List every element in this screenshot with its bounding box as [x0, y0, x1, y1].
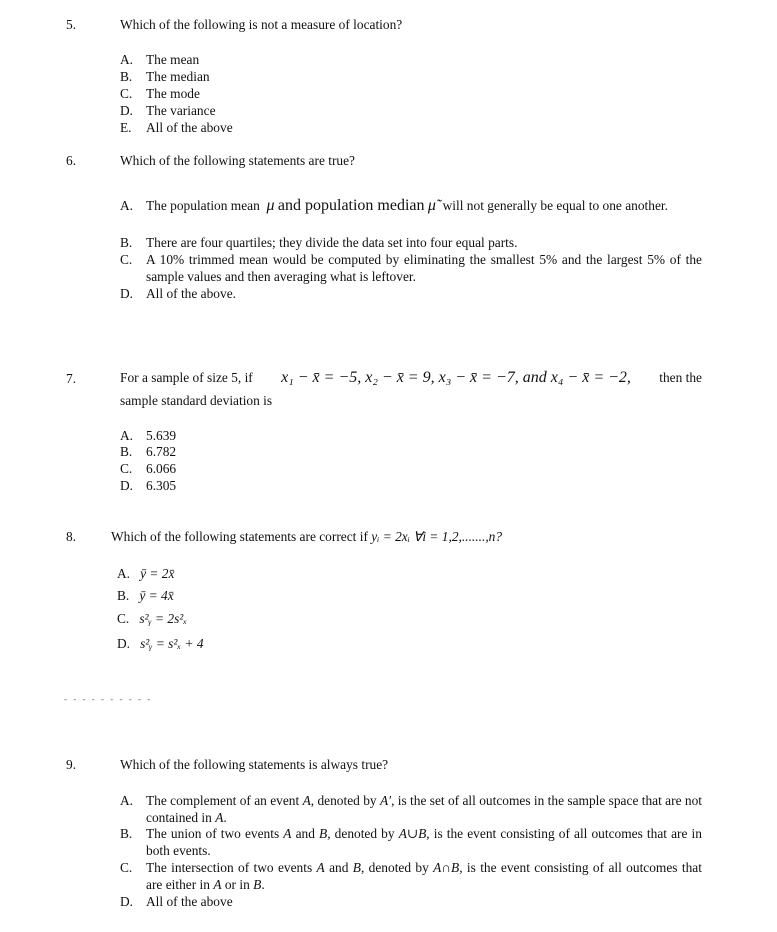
option-letter: D.: [117, 636, 131, 651]
option-letter: D.: [120, 286, 134, 301]
q9-b-text-2: , denoted by: [327, 826, 395, 841]
option-text: There are four quartiles; they divide the data set into four equal parts.: [146, 235, 518, 250]
event-a: A: [316, 860, 325, 875]
mu-tilde-symbol: μ̃: [427, 197, 436, 214]
q9-option-c: C. The intersection of two events A and B, denoted by A∩B, is the event consisting of all outcomes that are either in A or in B.: [120, 860, 702, 892]
option-letter: B.: [120, 444, 133, 459]
q9-c-text-1: The intersection of two events: [146, 860, 313, 875]
q5-option-b: [120, 68, 702, 85]
q8-option-b: [117, 588, 174, 604]
option-letter: B.: [120, 826, 133, 841]
q7-stem-math: x₁ − x̄ = −5, x₂ − x̄ = 9, x₃ − x̄ = −7, and x₄ − x̄ = −2,: [281, 369, 631, 386]
q9-stem: Which of the following statements is always true?: [120, 757, 389, 772]
option-letter: E.: [120, 120, 132, 135]
q7-stem-line2: sample standard deviation is: [120, 393, 273, 408]
option-letter: C.: [120, 860, 133, 875]
option-text: All of the above.: [146, 286, 236, 301]
option-letter: D.: [120, 103, 134, 118]
option-letter: A.: [117, 566, 131, 581]
complement-symbol: A′: [379, 793, 392, 808]
q7-option-c: [120, 460, 702, 477]
option-letter: B.: [120, 69, 133, 84]
q5-stem: Which of the following is not a measure of location?: [120, 17, 403, 32]
q6-option-c: [120, 251, 702, 285]
q6-a-text-2: and population median: [277, 197, 425, 214]
option-formula: s²ᵧ = 2s²ₓ: [139, 611, 188, 626]
option-letter: A.: [120, 793, 134, 808]
option-letter: C.: [117, 611, 130, 626]
q6-a-text-1: The population mean: [146, 198, 260, 213]
event-b: B: [319, 826, 328, 841]
q9-number: 9.: [66, 757, 77, 772]
option-letter: A.: [120, 198, 134, 213]
mu-symbol: μ: [266, 197, 275, 214]
option-formula: ȳ = 2x̄: [140, 566, 175, 581]
option-text: 6.305: [146, 478, 177, 493]
event-a: A: [215, 810, 224, 825]
q7-stem-text-2: then the: [659, 370, 702, 385]
q5-option-d: [120, 102, 702, 119]
q6-stem: Which of the following statements are true?: [120, 153, 355, 168]
q7-stem-text-1: For a sample of size 5, if: [120, 370, 253, 385]
option-letter: B.: [117, 588, 130, 603]
option-text: The mode: [146, 86, 200, 101]
q9-a-text-2: , denoted by: [310, 793, 377, 808]
q5-option-c: [120, 85, 702, 102]
event-a: A: [283, 826, 292, 841]
option-text: 6.782: [146, 444, 177, 459]
event-b: B: [253, 877, 262, 892]
option-formula: ȳ = 4x̄: [139, 588, 174, 603]
q8-stem-text: Which of the following statements are correct if: [111, 529, 368, 544]
q9-b-and: and: [295, 826, 315, 841]
option-text: The mean: [146, 52, 200, 67]
q7-option-a: [120, 427, 702, 444]
q7-number: 7.: [66, 371, 77, 386]
q6-number: 6.: [66, 153, 77, 168]
option-letter: A.: [120, 52, 134, 67]
option-text: All of the above: [146, 894, 233, 909]
option-letter: C.: [120, 86, 133, 101]
q6-option-a: [120, 196, 702, 216]
option-letter: C.: [120, 252, 133, 267]
q7-stem-line1: [120, 367, 702, 389]
q8-option-c: [117, 611, 187, 627]
q6-option-d: [120, 285, 702, 302]
q9-c-text-3: , is the event consisting of all outcomes that are either in: [146, 860, 702, 892]
q9-option-b: [120, 825, 702, 859]
q6-option-b: [120, 234, 702, 251]
option-text: 6.066: [146, 461, 177, 476]
q9-c-text-2: , denoted by: [360, 860, 429, 875]
intersection-symbol: A∩B: [433, 860, 460, 875]
q8-stem-math: yᵢ = 2xᵢ ∀i = 1,2,.......,n?: [371, 529, 503, 544]
option-letter: B.: [120, 235, 133, 250]
option-letter: A.: [120, 428, 134, 443]
option-letter: C.: [120, 461, 133, 476]
union-symbol: A∪B: [398, 826, 427, 841]
q7-option-b: [120, 443, 702, 460]
option-letter: D.: [120, 894, 134, 909]
q6-a-text-3: will not generally be equal to one another.: [442, 198, 668, 213]
q5-number: 5.: [66, 17, 77, 32]
q7-option-d: [120, 477, 702, 494]
q5-option-e: [120, 119, 702, 136]
option-letter: D.: [120, 478, 134, 493]
option-text: The variance: [146, 103, 216, 118]
dashed-divider: - - - - - - - - - -: [64, 694, 153, 704]
q5-option-a: [120, 51, 702, 68]
event-a: A: [302, 793, 311, 808]
option-text: A 10% trimmed mean would be computed by eliminating the smallest 5% and the largest 5% of the sample values and then averaging what is leftover.: [146, 252, 702, 284]
option-text: The median: [146, 69, 210, 84]
q9-a-text-1: The complement of an event: [146, 793, 300, 808]
q9-b-text-3: , is the event consisting of all outcomes that are in both events.: [146, 826, 702, 858]
q8-number: 8.: [66, 529, 77, 544]
event-b: B: [352, 860, 361, 875]
q9-c-or: or in: [224, 877, 250, 892]
q9-b-text-1: The union of two events: [146, 826, 280, 841]
q8-stem: [111, 527, 502, 547]
q9-a-text-3: , is the set of all outcomes in the sample space that are not contained in: [146, 793, 702, 825]
q9-c-and: and: [329, 860, 349, 875]
q8-option-d: [117, 636, 204, 652]
q8-option-a: [117, 566, 174, 582]
option-text: 5.639: [146, 428, 177, 443]
q9-option-a: A. The complement of an event A, denoted by A′, is the set of all outcomes in the sample space that are not contained in A.: [120, 793, 702, 825]
option-text: All of the above: [146, 120, 233, 135]
q9-option-d: [120, 893, 702, 910]
event-a: A: [213, 877, 222, 892]
option-formula: s²ᵧ = s²ₓ + 4: [140, 636, 204, 651]
